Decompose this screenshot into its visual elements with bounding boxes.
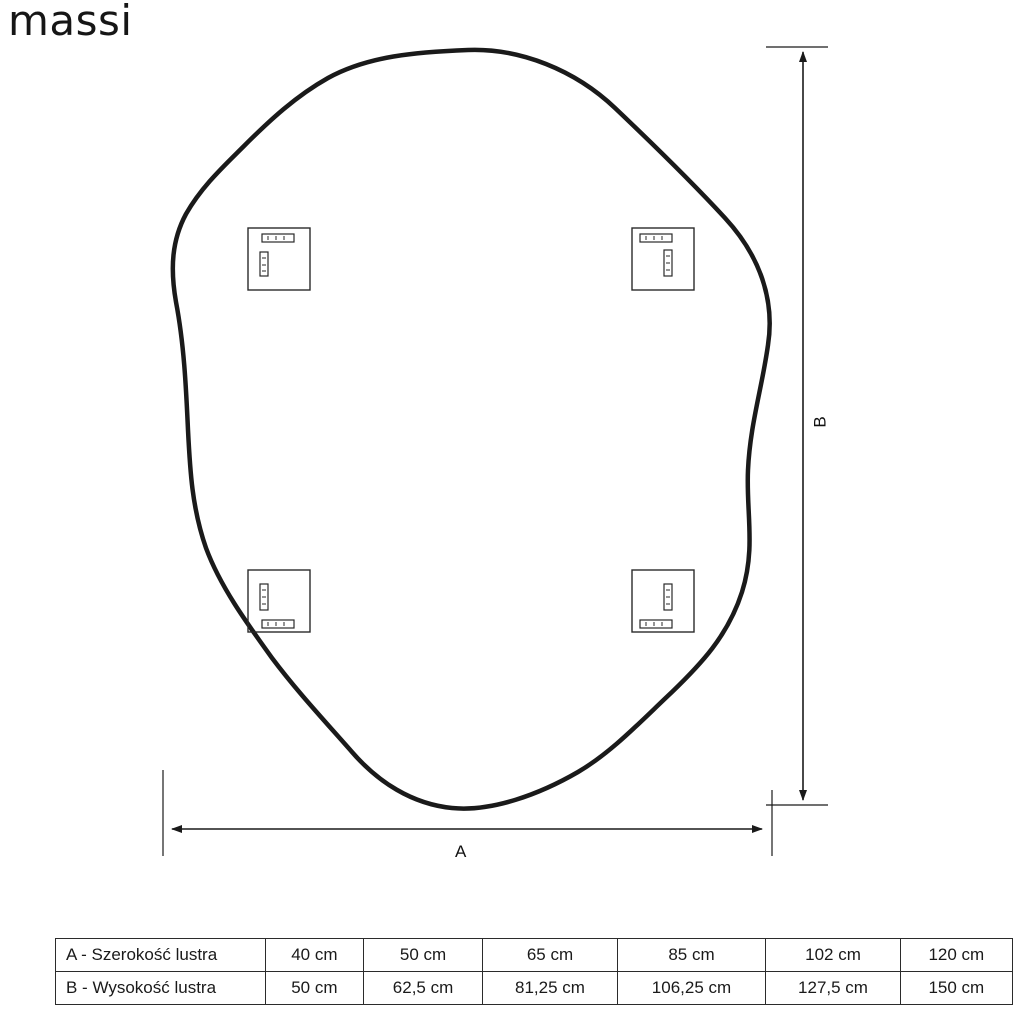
cell-height-3: 81,25 cm [483, 972, 617, 1005]
mount-bracket-top-right [632, 228, 694, 290]
table-row [56, 939, 1013, 972]
cell-height-2: 62,5 cm [363, 972, 483, 1005]
cell-height-1: 50 cm [266, 972, 364, 1005]
cell-height-5: 127,5 cm [766, 972, 900, 1005]
cell-width-3: 65 cm [483, 939, 617, 972]
mount-bracket-bottom-left [248, 570, 310, 632]
cell-width-2: 50 cm [363, 939, 483, 972]
row-label-height: B - Wysokość lustra [56, 972, 266, 1005]
mirror-outline [173, 50, 770, 809]
size-table [55, 938, 1013, 1005]
cell-height-6: 150 cm [900, 972, 1012, 1005]
extension-lines [163, 47, 828, 856]
dimension-label-height: B [810, 416, 830, 428]
cell-width-1: 40 cm [266, 939, 364, 972]
cell-height-4: 106,25 cm [617, 972, 766, 1005]
cell-width-6: 120 cm [900, 939, 1012, 972]
cell-width-5: 102 cm [766, 939, 900, 972]
row-label-width: A - Szerokość lustra [56, 939, 266, 972]
cell-width-4: 85 cm [617, 939, 766, 972]
dimension-label-width: A [455, 842, 467, 861]
mount-bracket-bottom-right [632, 570, 694, 632]
table-row [56, 972, 1013, 1005]
brand-logo: massi [8, 0, 133, 45]
mount-bracket-top-left [248, 228, 310, 290]
